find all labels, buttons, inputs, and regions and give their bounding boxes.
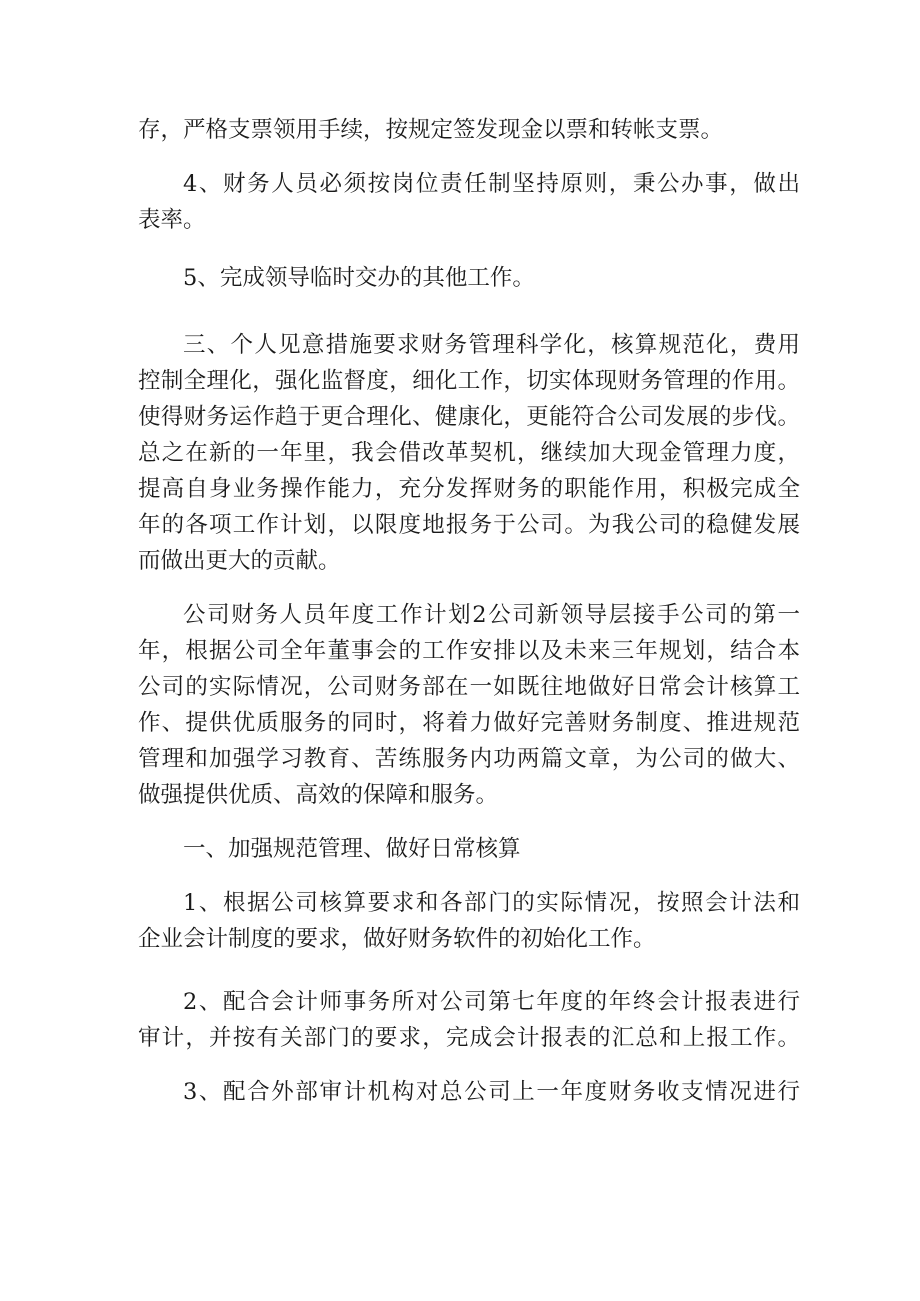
text-line: 控制全理化，强化监督度，细化工作，切实体现财务管理的作用。 [138,368,800,394]
text-line: 管理和加强学习教育、苦练服务内功两篇文章，为公司的做大、 [138,746,800,772]
text-line: 1、根据公司核算要求和各部门的实际情况，按照会计法和 [183,890,800,916]
text-line: 作、提供优质服务的同时，将着力做好完善财务制度、推进规范 [138,710,800,736]
paragraph-7 [138,885,800,957]
text-line: 公司财务人员年度工作计划2公司新领导层接手公司的第一 [183,602,800,628]
paragraph-3 [138,260,800,296]
paragraph-5 [138,597,800,813]
text-line: 2、配合会计师事务所对公司第七年度的年终会计报表进行 [183,989,800,1015]
text-line: 审计，并按有关部门的要求，完成会计报表的汇总和上报工作。 [138,1025,800,1051]
text-line: 使得财务运作趋于更合理化、健康化，更能符合公司发展的步伐。 [138,404,800,430]
text-line: 做强提供优质、高效的保障和服务。 [138,782,499,808]
text-line: 企业会计制度的要求，做好财务软件的初始化工作。 [138,926,656,952]
section-heading [138,831,800,867]
text-line: 表率。 [138,207,206,233]
text-line: 存，严格支票领用手续，按规定签发现金以票和转帐支票。 [138,117,724,143]
paragraph-2 [138,166,800,238]
text-line: 总之在新的一年里，我会借改革契机，继续加大现金管理力度， [138,440,800,466]
text-line: 而做出更大的贡献。 [138,548,341,574]
paragraph-9 [138,1074,800,1110]
paragraph-4 [138,327,800,579]
text-line: 5、完成领导临时交办的其他工作。 [183,265,535,291]
text-line: 4、财务人员必须按岗位责任制坚持原则，秉公办事，做出 [183,171,800,197]
text-line: 一、加强规范管理、做好日常核算 [183,836,521,862]
text-line: 年，根据公司全年董事会的工作安排以及未来三年规划，结合本 [138,638,800,664]
paragraph-8 [138,984,800,1056]
text-line: 三、个人见意措施要求财务管理科学化，核算规范化，费用 [183,332,800,358]
text-line: 公司的实际情况，公司财务部在一如既往地做好日常会计核算工 [138,674,800,700]
document-body [138,112,800,1110]
text-line: 年的各项工作计划，以限度地报务于公司。为我公司的稳健发展 [138,512,800,538]
text-line: 3、配合外部审计机构对总公司上一年度财务收支情况进行 [183,1079,800,1105]
paragraph-1 [138,112,800,148]
text-line: 提高自身业务操作能力，充分发挥财务的职能作用，积极完成全 [138,476,800,502]
